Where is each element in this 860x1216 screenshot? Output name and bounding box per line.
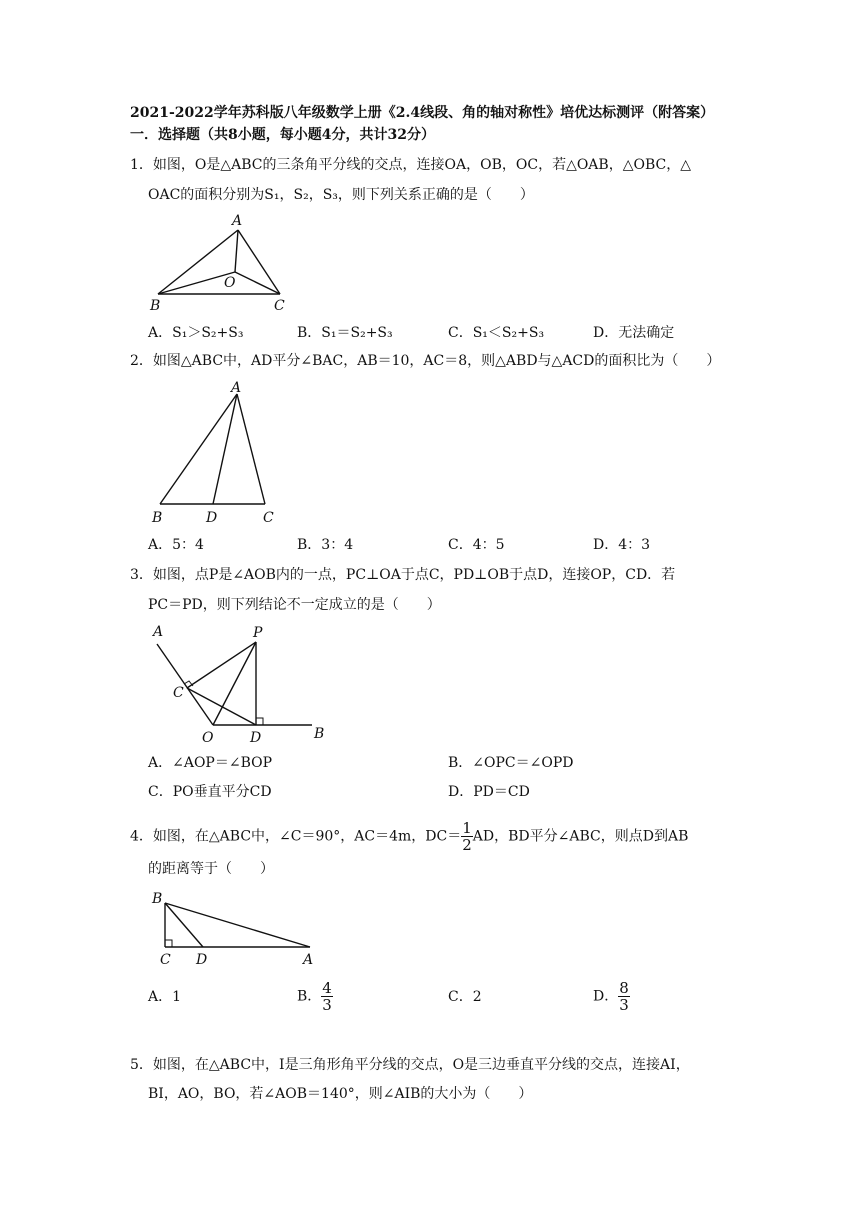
q1-label-b: B [150, 298, 161, 314]
q4-option-c[interactable]: C．2 [448, 989, 482, 1005]
q4-option-b-prefix: B． [297, 988, 322, 1005]
q4-fraction-numerator: 1 [462, 819, 472, 837]
q1-label-a: A [232, 213, 243, 229]
q4-label-a: A [303, 952, 314, 968]
document-title: 2021-2022学年苏科版八年级数学上册《2.4线段、角的轴对称性》培优达标测评（附答案） [130, 105, 715, 121]
q1-figure [140, 210, 300, 315]
q2-label-d: D [206, 510, 218, 526]
q4-option-d[interactable] [593, 980, 630, 1013]
q3-label-b: B [314, 726, 325, 742]
q4-stem-line1 [130, 820, 688, 853]
q3-option-c[interactable]: C．PO垂直平分CD [148, 784, 272, 800]
q2-option-c[interactable]: C．4：5 [448, 537, 505, 553]
q1-stem-line1: 1．如图，O是△ABC的三条角平分线的交点，连接OA，OB，OC，若△OAB，△OBC，△ [130, 157, 691, 173]
q4-option-a[interactable]: A．1 [148, 989, 182, 1005]
q4-option-b-denominator: 3 [322, 996, 332, 1014]
q4-fraction-denominator: 2 [462, 836, 472, 854]
q3-figure [140, 620, 340, 750]
q3-label-c: C [173, 685, 184, 701]
q4-stem-part1: 4．如图，在△ABC中，∠C＝90°，AC＝4m，DC＝ [130, 828, 462, 845]
q3-option-b[interactable]: B．∠OPC＝∠OPD [448, 755, 574, 771]
q3-stem-line1: 3．如图，点P是∠AOB内的一点，PC⊥OA于点C，PD⊥OB于点D，连接OP，CD．若 [130, 567, 676, 583]
q3-label-o: O [202, 730, 214, 746]
q3-label-d: D [250, 730, 262, 746]
q4-option-d-prefix: D． [593, 988, 619, 1005]
q2-stem-line1: 2．如图△ABC中，AD平分∠BAC，AB＝10，AC＝8，则△ABD与△ACD的面积比为（ ） [130, 353, 721, 369]
q1-label-o: O [224, 275, 236, 291]
q3-option-a[interactable]: A．∠AOP＝∠BOP [148, 755, 273, 771]
q4-stem-line2: 的距离等于（ ） [148, 861, 274, 877]
q5-stem-line2: BI，AO，BO，若∠AOB＝140°，则∠AIB的大小为（ ） [148, 1086, 533, 1102]
q4-option-d-denominator: 3 [619, 996, 629, 1014]
q1-option-b[interactable]: B．S₁＝S₂+S₃ [297, 325, 393, 341]
q4-label-c: C [160, 952, 171, 968]
q1-option-a[interactable]: A．S₁＞S₂+S₃ [148, 325, 244, 341]
q3-option-d[interactable]: D．PD＝CD [448, 784, 530, 800]
q1-option-d[interactable]: D．无法确定 [593, 325, 675, 341]
q4-option-b-numerator: 4 [322, 979, 332, 997]
q2-option-b[interactable]: B．3：4 [297, 537, 354, 553]
q3-stem-line2: PC＝PD，则下列结论不一定成立的是（ ） [148, 597, 441, 613]
q2-figure [140, 380, 290, 530]
q4-stem-part2: AD，BD平分∠ABC，则点D到AB [472, 828, 689, 845]
q2-option-d[interactable]: D．4：3 [593, 537, 651, 553]
q2-label-c: C [263, 510, 274, 526]
q4-option-b[interactable] [297, 980, 333, 1013]
q2-label-b: B [152, 510, 163, 526]
q4-label-b: B [152, 891, 163, 907]
q2-option-a[interactable]: A．5：4 [148, 537, 204, 553]
q4-figure [145, 885, 325, 975]
q4-option-d-fraction [618, 980, 630, 1013]
q1-option-c[interactable]: C．S₁＜S₂+S₃ [448, 325, 545, 341]
q4-option-d-numerator: 8 [619, 979, 629, 997]
section-heading: 一．选择题（共8小题，每小题4分，共计32分） [130, 127, 435, 143]
q4-fraction [461, 820, 473, 853]
q2-label-a: A [231, 380, 242, 396]
q3-label-a: A [153, 624, 164, 640]
q5-stem-line1: 5．如图，在△ABC中，I是三角形角平分线的交点，O是三边垂直平分线的交点，连接AI， [130, 1057, 690, 1073]
q4-option-b-fraction [321, 980, 333, 1013]
q1-label-c: C [274, 298, 285, 314]
q4-label-d: D [196, 952, 208, 968]
q3-label-p: P [253, 625, 263, 641]
q1-stem-line2: OAC的面积分别为S₁，S₂，S₃，则下列关系正确的是（ ） [148, 187, 534, 203]
